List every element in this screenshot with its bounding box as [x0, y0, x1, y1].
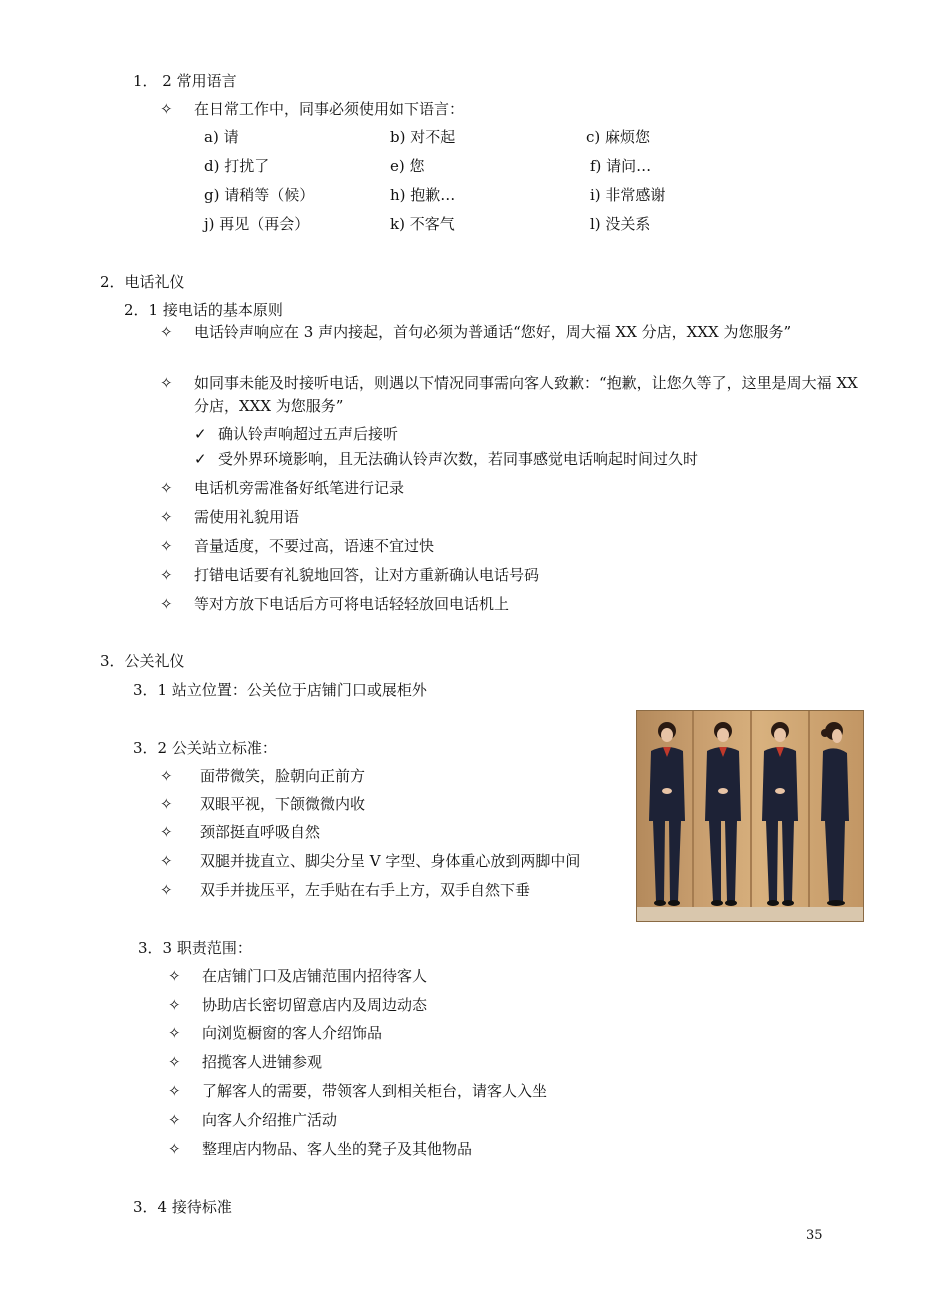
page-number: 35	[806, 1228, 823, 1243]
phrase-item: b) 对不起	[390, 128, 456, 146]
bullet-item: ✧ 等对方放下电话后方可将电话轻轻放回电话机上	[160, 595, 510, 613]
bullet-item: ✧ 整理店内物品、客人坐的凳子及其他物品	[168, 1140, 473, 1158]
diamond-bullet-icon: ✧	[168, 996, 181, 1014]
check-item: ✓ 确认铃声响超过五声后接听	[194, 425, 399, 443]
phrase-item: d) 打扰了	[204, 157, 270, 175]
diamond-bullet-icon: ✧	[168, 1053, 181, 1071]
phrase-item: a) 请	[204, 128, 239, 146]
phrase-item: k) 不客气	[390, 215, 455, 233]
phrase-item: f) 请问…	[590, 157, 652, 175]
bullet-item: ✧ 需使用礼貌用语	[160, 508, 300, 526]
diamond-bullet-icon: ✧	[160, 852, 173, 870]
diamond-bullet-icon: ✧	[160, 100, 173, 118]
section-2-1-heading: 2．1 接电话的基本原则	[124, 301, 283, 319]
diamond-bullet-icon: ✧	[160, 767, 173, 785]
diamond-bullet-icon: ✧	[160, 881, 173, 899]
bullet-item: ✧ 电话机旁需准备好纸笔进行记录	[160, 479, 405, 497]
bullet-item: ✧ 双腿并拢直立、脚尖分呈 V 字型、身体重心放到两脚中间	[160, 852, 581, 870]
bullet-item: ✧ 招揽客人进铺参观	[168, 1053, 323, 1071]
bullet-item: ✧ 面带微笑，脸朝向正前方	[160, 767, 366, 785]
section-2-heading: 2．电话礼仪	[100, 273, 185, 291]
diamond-bullet-icon: ✧	[160, 537, 173, 555]
diamond-bullet-icon: ✧	[160, 566, 173, 584]
phrase-item: h) 抱歉…	[390, 186, 456, 204]
staff-standing-photo	[636, 710, 864, 922]
bullet-text: 电话铃声响应在 3 声内接起，首句必须为普通话“您好，周大福 XX 分店，XXX 为您服务”	[194, 323, 792, 341]
diamond-bullet-icon: ✧	[160, 795, 173, 813]
diamond-bullet-icon: ✧	[168, 1024, 181, 1042]
bullet-item: ✧ 了解客人的需要，带领客人到相关柜台，请客人入坐	[168, 1082, 548, 1100]
diamond-bullet-icon: ✧	[160, 595, 173, 613]
check-item: ✓ 受外界环境影响，且无法确认铃声次数，若同事感觉电话响起时间过久时	[194, 450, 699, 468]
diamond-bullet-icon: ✧	[160, 508, 173, 526]
diamond-bullet-icon: ✧	[160, 479, 173, 497]
check-icon: ✓	[194, 450, 207, 468]
bullet-item: ✧ 向客人介绍推广活动	[168, 1111, 338, 1129]
diamond-bullet-icon: ✧	[168, 1082, 181, 1100]
phrase-item: e) 您	[390, 157, 425, 175]
phrase-item: i) 非常感谢	[590, 186, 666, 204]
bullet-item: ✧ 双手并拢压平，左手贴在右手上方，双手自然下垂	[160, 881, 531, 899]
bullet-item: ✧ 向浏览橱窗的客人介绍饰品	[168, 1024, 383, 1042]
section-3-1-heading: 3．1 站立位置：公关位于店铺门口或展柜外	[133, 681, 427, 699]
check-icon: ✓	[194, 425, 207, 443]
section-3-2-heading: 3．2 公关站立标准：	[133, 739, 277, 757]
section-3-heading: 3．公关礼仪	[100, 652, 185, 670]
bullet-item: ✧ 在店铺门口及店铺范围内招待客人	[168, 967, 428, 985]
bullet-item: ✧ 打错电话要有礼貌地回答，让对方重新确认电话号码	[160, 566, 540, 584]
section-3-4-heading: 3．4 接待标准	[133, 1198, 232, 1216]
bullet-item: ✧ 在日常工作中，同事必须使用如下语言：	[160, 100, 465, 118]
bullet-item: ✧ 双眼平视，下颌微微内收	[160, 795, 366, 813]
diamond-bullet-icon: ✧	[168, 967, 181, 985]
diamond-bullet-icon: ✧	[160, 374, 173, 392]
phrase-item: l) 没关系	[590, 215, 651, 233]
bullet-item: ✧ 协助店长密切留意店内及周边动态	[168, 996, 428, 1014]
section-1-2-heading: 1． 2 常用语言	[133, 72, 237, 90]
phrase-item: j) 再见（再会）	[204, 215, 310, 233]
phrase-item: c) 麻烦您	[586, 128, 651, 146]
section-3-3-heading: 3．3 职责范围：	[138, 939, 252, 957]
bullet-text: 如同事未能及时接听电话，则遇以下情况同事需向客人致歉：“抱歉，让您久等了，这里是周大福 XX 分店，XXX 为您服务”	[194, 374, 858, 415]
bullet-item: ✧ 音量适度，不要过高，语速不宜过快	[160, 537, 435, 555]
phrase-item: g) 请稍等（候）	[204, 186, 315, 204]
diamond-bullet-icon: ✧	[160, 823, 173, 841]
diamond-bullet-icon: ✧	[168, 1140, 181, 1158]
staff-figures-illustration	[637, 711, 863, 921]
diamond-bullet-icon: ✧	[160, 323, 173, 341]
diamond-bullet-icon: ✧	[168, 1111, 181, 1129]
bullet-item: ✧ 颈部挺直呼吸自然	[160, 823, 321, 841]
